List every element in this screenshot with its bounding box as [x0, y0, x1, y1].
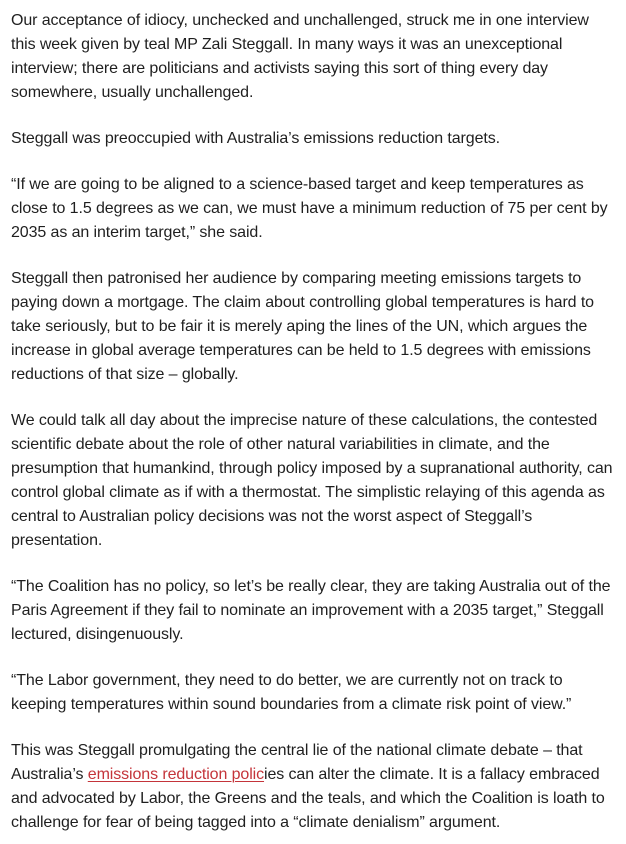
paragraph-8-text-before-link: This was Steggall promulgating the central lie of the national climate debate – that Australia’s — [11, 742, 583, 783]
paragraph-4: Steggall then patronised her audience by comparing meeting emissions targets to paying down a mortgage. The claim about controlling global temperatures is hard to take seriously, but to be fair it is merely aping the lines of the UN, which argues the increase in global average temperatures can be held to 1.5 degrees with emissions reductions of that size – globally. — [11, 270, 594, 383]
paragraph-8-text-after-link: ies can alter the climate. It is a fallacy embraced and advocated by Labor, the Greens and the teals, and which the Coalition is loath to challenge for fear of being tagged into a “climate denialism” argument. — [11, 766, 605, 831]
paragraph-6-quote: “The Coalition has no policy, so let’s be really clear, they are taking Australia out of the Paris Agreement if they fail to nominate an improvement with a 2035 target,” Steggall lectured, disingenuously. — [11, 578, 611, 643]
paragraph-3-quote: “If we are going to be aligned to a science-based target and keep temperatures as close to 1.5 degrees as we can, we must have a minimum reduction of 75 per cent by 2035 as an interim target,” she said. — [11, 176, 608, 241]
emissions-reduction-policies-link[interactable]: emissions reduction polic — [87, 766, 265, 783]
paragraph-5: We could talk all day about the imprecise nature of these calculations, the contested scientific debate about the role of other natural variabilities in climate, and the presumption that humankind, through policy imposed by a supranational authority, can control global climate as if with a thermostat. The simplistic relaying of this agenda as central to Australian policy decisions was not the worst aspect of Steggall’s presentation. — [11, 412, 613, 549]
paragraph-7-quote: “The Labor government, they need to do better, we are currently not on track to keeping temperatures within sound boundaries from a climate risk point of view.” — [11, 672, 572, 713]
paragraph-2: Steggall was preoccupied with Australia’s emissions reduction targets. — [11, 130, 500, 147]
paragraph-1: Our acceptance of idiocy, unchecked and unchallenged, struck me in one interview this week given by teal MP Zali Steggall. In many ways it was an unexceptional interview; there are politicians and activists saying this sort of thing every day somewhere, usually unchallenged. — [11, 12, 589, 101]
paragraph-8 — [11, 739, 616, 835]
